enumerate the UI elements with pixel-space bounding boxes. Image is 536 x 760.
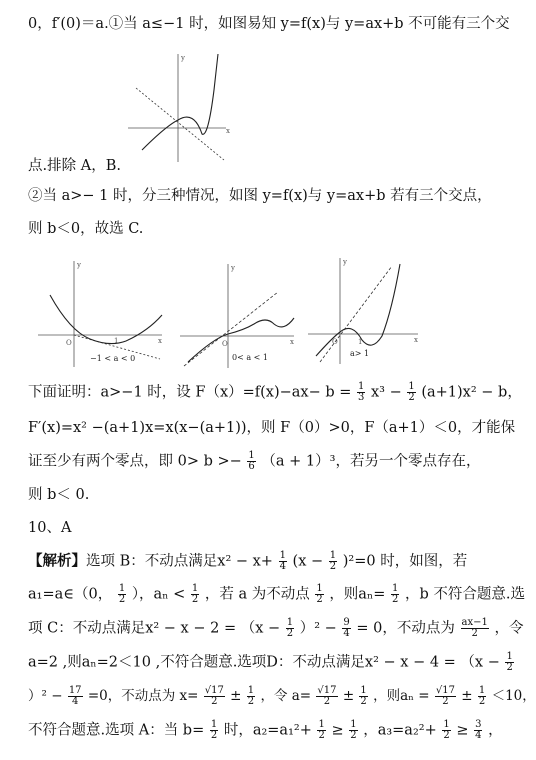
y-axis-label: y — [231, 264, 235, 272]
fraction-sqrt17-over-2 — [435, 686, 456, 707]
origin-label: O — [332, 338, 338, 346]
fraction-num: 1 — [478, 685, 486, 696]
fraction-den: 6 — [248, 461, 255, 472]
fraction-one-half — [286, 618, 294, 639]
fraction-one-half — [247, 686, 255, 707]
text-line-6: F′(x)=x² −(a+1)x=x(x−(a+1))，则 F（0）>0，F（a+1）＜0，才能保 — [28, 420, 516, 436]
caption: 0< a < 1 — [232, 353, 268, 362]
fraction-nine-fourths — [342, 618, 350, 639]
x-axis-label: x — [290, 338, 294, 346]
text: (a+1)x² − b， — [421, 384, 522, 401]
fraction-den: 2 — [118, 594, 126, 605]
text: a=2 ,则aₙ=2＜10 ,不符合题意.选项D：不动点满足x² − x − 4 = （x − — [28, 654, 500, 671]
text: ），aₙ < — [131, 586, 186, 603]
fraction-one-half — [349, 720, 357, 741]
fraction-den: 2 — [350, 730, 357, 741]
text: 下面证明：a>−1 时，设 F（x）=f(x)−ax− b = — [28, 384, 352, 401]
analysis-label: 【解析】 — [28, 552, 86, 570]
text: a₁=a∈（0， — [28, 586, 113, 603]
text: ，则aₙ = — [373, 688, 430, 704]
figure-1-graph — [122, 50, 234, 168]
text: ± — [230, 688, 242, 704]
fraction-den: 2 — [471, 628, 478, 639]
fraction-num: ax−1 — [461, 617, 488, 628]
text-line-3: ②当 a>− 1 时，分三种情况，如图 y=f(x)与 y=ax+b 若有三个交点， — [28, 188, 492, 204]
y-axis-label: y — [343, 258, 347, 266]
fraction-den: 2 — [408, 392, 415, 403]
text: x³ − — [371, 384, 402, 401]
fraction-num: 1 — [443, 719, 450, 730]
fraction-den: 2 — [392, 594, 399, 605]
dashed-line-ax-b — [136, 88, 224, 160]
fraction-den: 2 — [329, 561, 337, 572]
text: =0，不动点为 x= — [87, 688, 199, 704]
figure-1 — [122, 50, 234, 168]
x-axis-label: x — [414, 336, 418, 344]
text-line-2: 点.排除 A，B. — [28, 158, 121, 174]
fraction-num: 9 — [343, 617, 350, 628]
text-line-15 — [28, 720, 503, 741]
text: ）² − — [299, 620, 337, 637]
fraction-seventeen-fourths — [68, 686, 83, 707]
fraction-one-half — [391, 584, 399, 605]
fraction-one-half — [191, 584, 199, 605]
fraction-num: 1 — [360, 685, 367, 696]
fraction-num: 1 — [318, 719, 325, 730]
tick-label: 1 — [358, 338, 363, 346]
text-line-5 — [28, 382, 522, 403]
text: 时，a₂=a₁²+ — [223, 722, 312, 739]
fraction-num: √17 — [204, 685, 224, 696]
fraction-num: √17 — [317, 685, 337, 696]
text-line-8: 则 b＜ 0. — [28, 487, 90, 503]
fraction-num: 1 — [350, 719, 357, 730]
fraction-num: 1 — [248, 450, 255, 461]
tick-label: 1 — [114, 337, 119, 345]
text-line-9: 10、A — [28, 520, 72, 536]
fraction-den: 4 — [475, 730, 482, 741]
text: 证至少有两个零点，即 0> b >− — [28, 453, 242, 470]
fraction-den: 2 — [316, 594, 323, 605]
fraction-num: 17 — [68, 685, 82, 696]
text-line-11 — [28, 584, 525, 605]
fraction-den: 2 — [210, 730, 218, 741]
text: )²=0 时，如图，若 — [342, 553, 468, 570]
caption: a> 1 — [350, 349, 370, 358]
text: ＜10， — [491, 688, 536, 704]
text: ，令 a= — [260, 688, 312, 704]
text-line-12 — [28, 618, 523, 639]
text: ，b 不符合题意.选 — [404, 586, 525, 603]
text-line-13 — [28, 652, 515, 673]
fraction-num: 1 — [316, 583, 323, 594]
fraction-den: 2 — [191, 594, 199, 605]
fraction-one-half — [315, 584, 323, 605]
text: 不符合题意.选项 A：当 b= — [28, 722, 205, 739]
fraction-num: 1 — [279, 550, 286, 561]
text: （a + 1）³，若另一个零点存在， — [261, 453, 481, 470]
text: ，a₃=a₂²+ — [363, 722, 437, 739]
figure-3 — [174, 258, 300, 374]
fraction-den: 4 — [343, 628, 350, 639]
fraction-den: 2 — [286, 628, 294, 639]
fraction-one-third — [357, 382, 365, 403]
fraction-one-half — [329, 551, 337, 572]
text-line-4: 则 b＜0，故选 C. — [28, 221, 144, 237]
text-line-1: 0，f′(0)＝a.①当 a≤−1 时，如图易知 y=f(x)与 y=ax+b 不可能有三个交 — [28, 16, 510, 32]
fraction-den: 2 — [247, 696, 255, 707]
origin-label: O — [222, 340, 228, 348]
fraction-num: 1 — [191, 583, 199, 594]
fraction-den: 2 — [318, 730, 325, 741]
fraction-den: 2 — [506, 662, 513, 673]
text: ，则aₙ= — [329, 586, 386, 603]
figure-3-graph — [174, 258, 300, 374]
fraction-one-half — [359, 686, 367, 707]
fraction-ax1-over-2 — [461, 618, 489, 639]
text: ， — [488, 722, 503, 739]
fraction-num: 1 — [506, 651, 513, 662]
fraction-three-fourths — [474, 720, 482, 741]
fraction-one-sixth — [247, 451, 255, 472]
fraction-num: 1 — [118, 583, 126, 594]
fraction-den: 2 — [478, 696, 486, 707]
caption: −1 < a < 0 — [90, 354, 136, 363]
y-axis-label: y — [77, 261, 81, 269]
text: ≥ — [331, 722, 344, 739]
fraction-den: 2 — [442, 696, 449, 707]
fraction-num: 1 — [392, 583, 399, 594]
fraction-num: 1 — [286, 617, 294, 628]
figure-4-graph — [302, 250, 424, 370]
text: ）² − — [28, 688, 63, 704]
text-line-14 — [28, 686, 536, 707]
origin-label: O — [66, 339, 72, 347]
x-axis-label: x — [226, 127, 230, 135]
text-line-10 — [28, 551, 467, 572]
fraction-num: 1 — [358, 381, 365, 392]
dashed-line-ax-b — [320, 266, 392, 362]
fraction-den: 2 — [323, 696, 331, 707]
fraction-one-half — [317, 720, 325, 741]
fraction-num: 3 — [475, 719, 482, 730]
fraction-num: 1 — [408, 381, 415, 392]
fraction-one-half — [478, 686, 486, 707]
fraction-den: 4 — [279, 561, 286, 572]
fraction-den: 2 — [360, 696, 367, 707]
text: ± — [461, 688, 473, 704]
fraction-sqrt17-over-2 — [316, 686, 337, 707]
fraction-one-half — [442, 720, 450, 741]
fraction-num: √17 — [435, 685, 455, 696]
fraction-one-half — [505, 652, 513, 673]
fraction-one-half — [210, 720, 218, 741]
fraction-one-fourth — [279, 551, 287, 572]
text: ，令 — [494, 620, 524, 637]
text: 项 C：不动点满足x² − x − 2 = （x − — [28, 620, 281, 637]
figure-4 — [302, 250, 424, 370]
text: ± — [342, 688, 355, 704]
fraction-num: 1 — [329, 550, 337, 561]
text: 选项 B：不动点满足x² − x+ — [86, 553, 273, 570]
fraction-one-half — [118, 584, 126, 605]
fraction-sqrt17-over-2 — [204, 686, 225, 707]
figure-2 — [30, 255, 170, 373]
text-line-7 — [28, 451, 480, 472]
curve-f-x — [50, 295, 162, 344]
fraction-num: 1 — [247, 685, 255, 696]
figure-2-graph — [30, 255, 170, 373]
text: (x − — [292, 553, 324, 570]
curve-f-x — [142, 54, 218, 150]
fraction-den: 2 — [211, 696, 218, 707]
y-axis-label: y — [181, 54, 185, 62]
fraction-den: 3 — [358, 392, 365, 403]
text: = 0，不动点为 — [356, 620, 455, 637]
text: ≥ — [456, 722, 469, 739]
text: ，若 a 为不动点 — [204, 586, 310, 603]
fraction-den: 2 — [443, 730, 450, 741]
x-axis-label: x — [158, 337, 162, 345]
fraction-num: 1 — [210, 719, 218, 730]
fraction-den: 4 — [71, 696, 79, 707]
fraction-one-half — [407, 382, 415, 403]
